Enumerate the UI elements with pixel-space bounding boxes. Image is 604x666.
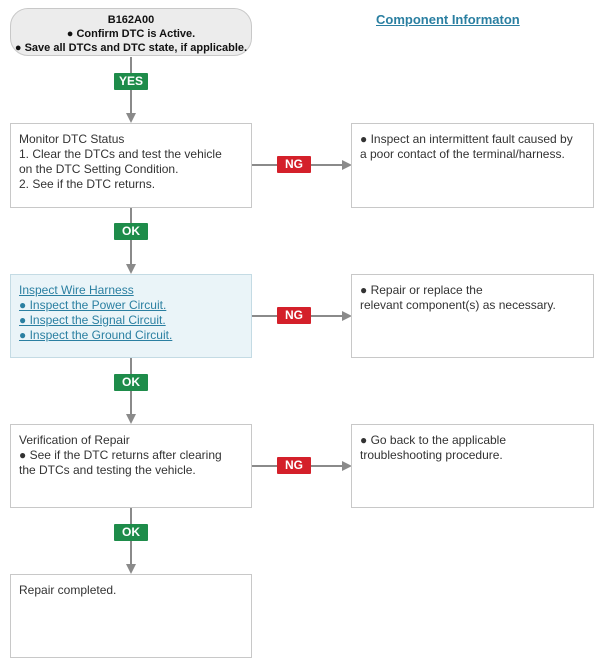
step3-ng-action — [351, 424, 594, 508]
step-title: Monitor DTC Status — [19, 132, 125, 146]
end-text: Repair completed. — [19, 583, 117, 597]
ng-line: troubleshooting procedure. — [360, 448, 503, 462]
ng-line: ● Go back to the applicable — [360, 433, 507, 447]
inspect-ground-circuit-link[interactable]: ● Inspect the Ground Circuit. — [19, 328, 173, 342]
start-node — [10, 8, 252, 56]
inspect-signal-circuit-link[interactable]: ● Inspect the Signal Circuit. — [19, 313, 166, 327]
inspect-power-circuit-link[interactable]: ● Inspect the Power Circuit. — [19, 298, 167, 312]
end-node — [10, 574, 252, 658]
dtc-code: B162A00 — [107, 14, 155, 26]
ng-badge: NG — [277, 457, 311, 474]
ok-badge: OK — [114, 524, 148, 541]
ng-line: ● Repair or replace the — [360, 283, 483, 297]
step-inspect-wire-harness — [10, 274, 252, 358]
yes-badge: YES — [114, 73, 148, 90]
ng-line: ● Inspect an intermittent fault caused by — [360, 132, 573, 146]
step-line: 1. Clear the DTCs and test the vehicle — [19, 147, 222, 161]
ng-line: relevant component(s) as necessary. — [360, 298, 556, 312]
step2-ng-action — [351, 274, 594, 358]
ok-badge: OK — [114, 374, 148, 391]
start-line: ● Save all DTCs and DTC state, if applicable. — [14, 42, 248, 54]
step-title: Verification of Repair — [19, 433, 130, 447]
ok-badge: OK — [114, 223, 148, 240]
step-line: on the DTC Setting Condition. — [19, 162, 179, 176]
component-information-link[interactable]: Component Informaton — [376, 12, 520, 27]
ng-badge: NG — [277, 307, 311, 324]
step-line: 2. See if the DTC returns. — [19, 177, 156, 191]
step-verification-of-repair — [10, 424, 252, 508]
step-line: ● See if the DTC returns after clearing — [19, 448, 222, 462]
step-line: the DTCs and testing the vehicle. — [19, 463, 196, 477]
ng-line: a poor contact of the terminal/harness. — [360, 147, 565, 161]
ng-badge: NG — [277, 156, 311, 173]
step-monitor-dtc-status — [10, 123, 252, 208]
inspect-wire-harness-link[interactable]: Inspect Wire Harness — [19, 283, 134, 297]
start-line: ● Confirm DTC is Active. — [66, 28, 196, 40]
step1-ng-action — [351, 123, 594, 208]
